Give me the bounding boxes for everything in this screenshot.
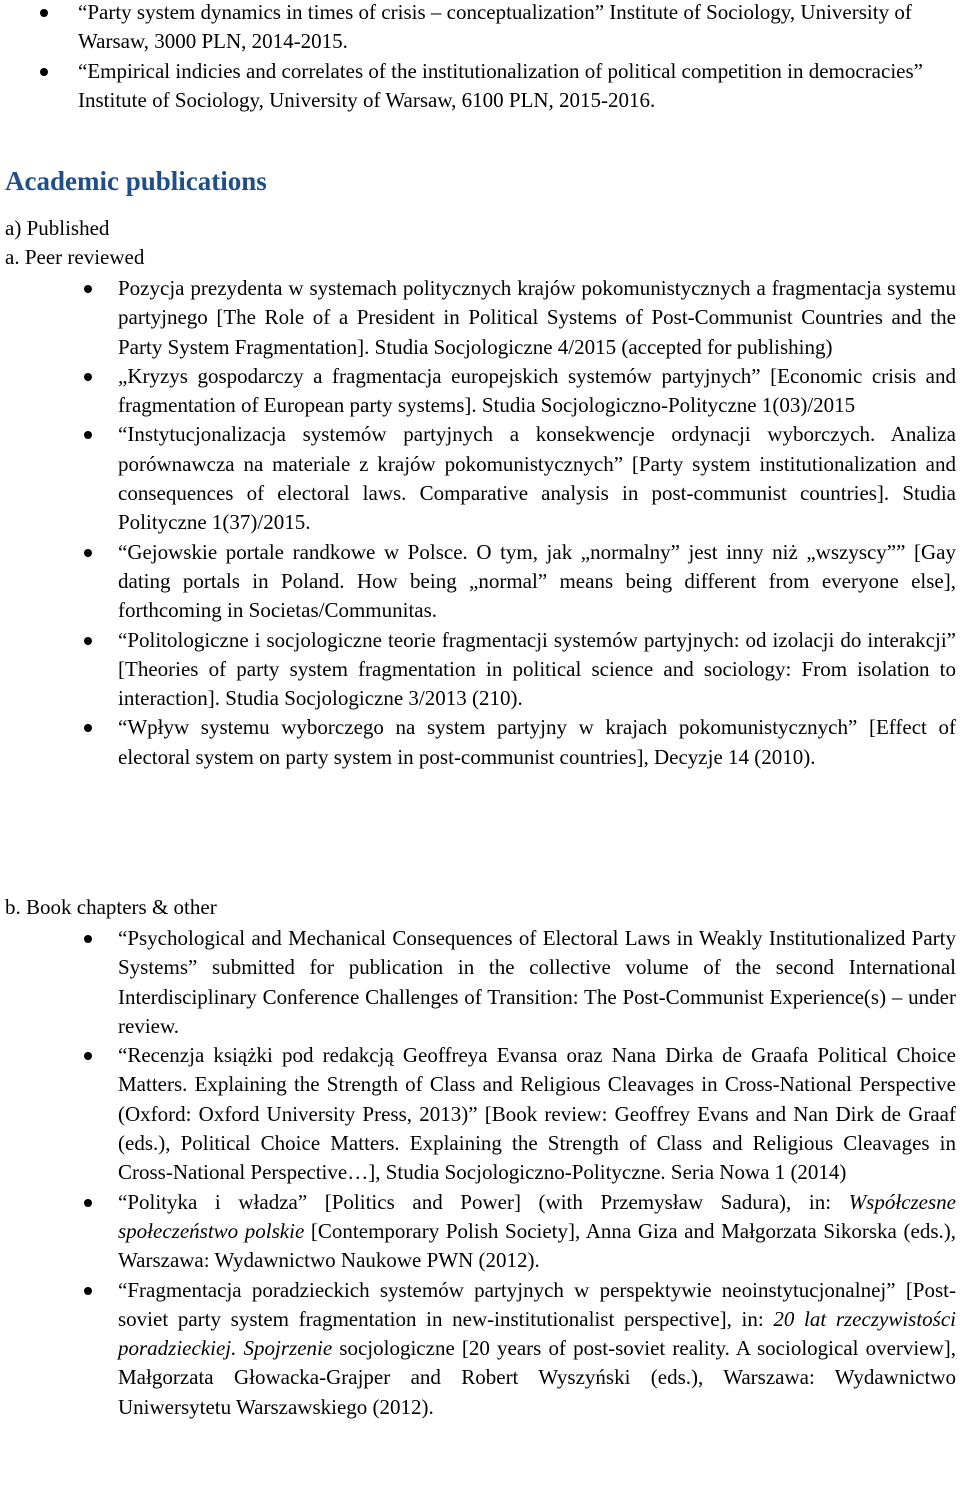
grant-item	[0, 57, 956, 116]
bullet-icon	[84, 1199, 92, 1207]
bullet-icon	[84, 935, 92, 943]
book-chapters-list	[0, 924, 956, 1422]
publication-text: Pozycja prezydenta w systemach politycznych krajów pokomunistycznych a fragmentacja systemu partyjnego [The Role of a President in Political Systems of Post-Communist Countries and the Party System Fragmentation]. Studia Socjologiczne 4/2015 (accepted for publishing)	[118, 276, 956, 359]
bullet-icon	[84, 1287, 92, 1295]
subsection-label-peer-reviewed: a. Peer reviewed	[5, 245, 145, 269]
publication-text-post: [Contemporary Polish Society], Anna Giza and Małgorzata Sikorska (eds.), Warszawa: Wydawnictwo Naukowe PWN (2012).	[118, 1218, 956, 1273]
book-title: Współczesne społeczeństwo polskie	[118, 1189, 956, 1243]
bullet-icon	[84, 285, 92, 293]
publication-text: “Instytucjonalizacja systemów partyjnych a konsekwencje ordynacji wyborczych. Analiza porównawcza na materiale z krajów pokomunistycznych” [Party system institutionalization and consequences of electoral laws. Comparative analysis in post-communist countries]. Studia Polityczne 1(37)/2015.	[118, 422, 956, 535]
publication-text: “Politologiczne i socjologiczne teorie fragmentacji systemów partyjnych: od izolacji do interakcji” [Theories of party system fragmentation in political science and sociology: From isolation to interaction]. Studia Socjologiczne 3/2013 (210).	[118, 627, 956, 711]
grant-text: “Empirical indicies and correlates of the institutionalization of political competition in democracies” Institute of Sociology, University of Warsaw, 6100 PLN, 2015-2016.	[78, 58, 923, 112]
publication-item	[0, 1041, 956, 1187]
publication-item	[0, 1188, 956, 1276]
grant-list	[0, 0, 956, 115]
bullet-icon	[40, 68, 48, 76]
subsection-label-published: a) Published	[5, 216, 110, 240]
publication-item	[0, 274, 956, 362]
publication-text: “Wpływ systemu wyborczego na system partyjny w krajach pokomunistycznych” [Effect of electoral system on party system in post-communist countries], Decyzje 14 (2010).	[118, 715, 956, 769]
bullet-icon	[84, 724, 92, 732]
bullet-icon	[40, 9, 48, 17]
publication-item	[0, 362, 956, 421]
publication-item	[0, 420, 956, 537]
grant-item	[0, 0, 956, 57]
bullet-icon	[84, 1052, 92, 1060]
bullet-icon	[84, 431, 92, 439]
bullet-icon	[84, 637, 92, 645]
book-title: 20 lat rzeczywistości poradzieckiej. Spojrzenie	[118, 1306, 956, 1361]
grant-text: “Party system dynamics in times of crisis – conceptualization” Institute of Sociology, University of Warsaw, 3000 PLN, 2014-2015.	[78, 0, 912, 54]
publication-text-pre: “Polityka i władza” [Politics and Power] (with Przemysław Sadura), in:	[118, 1189, 849, 1214]
publication-item	[0, 1276, 956, 1422]
publication-item	[0, 626, 956, 714]
publication-item	[0, 538, 956, 626]
section-heading: Academic publications	[5, 166, 267, 196]
publication-text: „Kryzys gospodarczy a fragmentacja europejskich systemów partyjnych” [Economic crisis and fragmentation of European party systems]. Studia Socjologiczno-Polityczne 1(03)/2015	[118, 363, 956, 418]
bullet-icon	[84, 373, 92, 381]
publication-text: “Recenzja książki pod redakcją Geoffreya Evansa oraz Nana Dirka de Graafa Political Choice Matters. Explaining the Strength of Class and Religious Cleavages in Cross-National Perspective (Oxford: Oxford University Press, 2013)” [Book review: Geoffrey Evans and Nan Dirk de Graaf (eds.), Political Choice Matters. Explaining the Strength of Class and Religious Cleavages in Cross-National Perspective…], Studia Socjologiczno-Polityczne. Seria Nowa 1 (2014)	[118, 1043, 956, 1185]
publication-text: “Psychological and Mechanical Consequences of Electoral Laws in Weakly Institutionalized Party Systems” submitted for publication in the collective volume of the second International Interdisciplinary Conference Challenges of Transition: The Post-Communist Experience(s) – under review.	[118, 926, 956, 1038]
peer-reviewed-list	[0, 274, 956, 772]
publication-text-pre: “Fragmentacja poradzieckich systemów partyjnych w perspektywie neoinstytucjonalnej” [Post-soviet party system fragmentation in new-institutionalist perspective], in:	[118, 1277, 956, 1331]
subsection-label-book-chapters: b. Book chapters & other	[5, 895, 217, 919]
publication-item	[0, 713, 956, 772]
publication-text-post: socjologiczne [20 years of post-soviet reality. A sociological overview], Małgorzata Głowacka-Grajper and Robert Wyszyński (eds.), Warszawa: Wydawnictwo Uniwersytetu Warszawskiego (2012).	[118, 1336, 956, 1419]
publication-text: “Gejowskie portale randkowe w Polsce. O tym, jak „normalny” jest inny niż „wszyscy”” [Gay dating portals in Poland. How being „normal” means being different from everyone else], forthcoming in Societas/Communitas.	[118, 539, 956, 623]
publication-item	[0, 924, 956, 1041]
bullet-icon	[84, 549, 92, 557]
